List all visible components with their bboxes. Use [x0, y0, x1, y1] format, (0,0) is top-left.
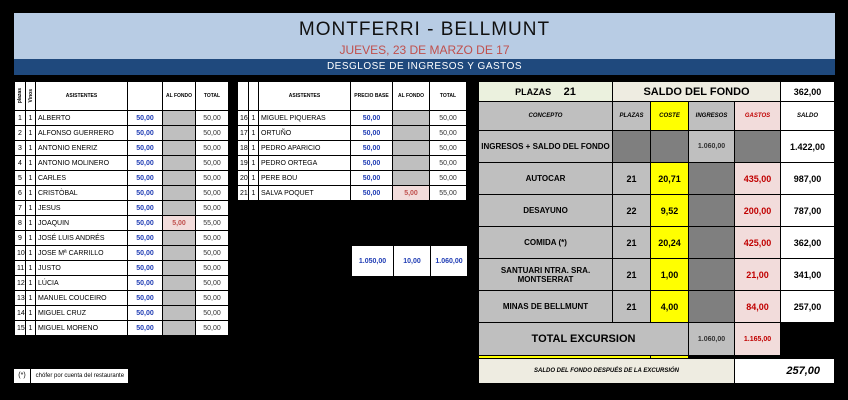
row-precio: 50,00: [128, 111, 163, 126]
row-precio: 50,00: [128, 321, 163, 336]
row-ingresos: [689, 259, 735, 291]
col-ingresos: INGRESOS: [689, 102, 735, 131]
row-precio: 50,00: [351, 111, 393, 126]
row-al-fondo: [163, 186, 196, 201]
row-plaza: 11: [15, 261, 26, 276]
row-vino: 1: [26, 291, 36, 306]
row-plaza: 10: [15, 246, 26, 261]
row-precio: 50,00: [128, 141, 163, 156]
attendees-table-left: [14, 81, 229, 336]
row-total: 50,00: [196, 246, 229, 261]
table-row: [479, 131, 835, 163]
row-saldo: 987,00: [781, 163, 835, 195]
row-asistente: ANTONIO ENERIZ: [36, 141, 128, 156]
row-asistente: JOSE Mª CARRILLO: [36, 246, 128, 261]
row-plaza: 17: [238, 126, 249, 141]
row-plazas: [613, 131, 651, 163]
row-plaza: 2: [15, 126, 26, 141]
row-plaza: 16: [238, 111, 249, 126]
row-al-fondo: 5,00: [163, 216, 196, 231]
row-plaza: 4: [15, 156, 26, 171]
row-concepto: MINAS DE BELLMUNT: [479, 291, 613, 323]
row-concepto: DESAYUNO: [479, 195, 613, 227]
table-row: [479, 291, 835, 323]
table-row: [479, 259, 835, 291]
row-coste: 1,00: [651, 259, 689, 291]
row-ingresos: [689, 195, 735, 227]
row-gastos: [735, 131, 781, 163]
row-al-fondo: [163, 321, 196, 336]
plazas-label: PLAZAS: [515, 86, 552, 97]
row-precio: 50,00: [351, 141, 393, 156]
row-plaza: 21: [238, 186, 249, 201]
header-total: TOTAL: [430, 82, 467, 111]
table-row: [15, 246, 229, 261]
row-total: 50,00: [196, 261, 229, 276]
row-total: 50,00: [196, 126, 229, 141]
table-row: [15, 171, 229, 186]
row-precio: 50,00: [128, 231, 163, 246]
table-row: [15, 111, 229, 126]
row-precio: 50,00: [128, 246, 163, 261]
row-vino: 1: [249, 156, 259, 171]
row-asistente: MIGUEL CRUZ: [36, 306, 128, 321]
row-coste: 20,71: [651, 163, 689, 195]
table-row: [15, 291, 229, 306]
row-precio: 50,00: [128, 126, 163, 141]
header-plazas: plazas: [15, 82, 26, 111]
table-row: [238, 111, 467, 126]
row-al-fondo: [163, 156, 196, 171]
header-al-fondo: AL FONDO: [163, 82, 196, 111]
table-row: [15, 186, 229, 201]
row-concepto: COMIDA (*): [479, 227, 613, 259]
row-precio: 50,00: [351, 156, 393, 171]
row-vino: 1: [26, 231, 36, 246]
table-row: [238, 126, 467, 141]
row-al-fondo: [163, 246, 196, 261]
row-precio: 50,00: [128, 261, 163, 276]
row-gastos: 21,00: [735, 259, 781, 291]
row-al-fondo: [393, 126, 430, 141]
row-asistente: CRISTÒBAL: [36, 186, 128, 201]
row-vino: 1: [26, 141, 36, 156]
row-al-fondo: [163, 171, 196, 186]
row-saldo: 787,00: [781, 195, 835, 227]
row-asistente: ALFONSO GUERRERO: [36, 126, 128, 141]
col-plazas: PLAZAS: [613, 102, 651, 131]
row-ingresos: [689, 163, 735, 195]
row-plaza: 18: [238, 141, 249, 156]
row-plaza: 3: [15, 141, 26, 156]
row-total: 50,00: [196, 111, 229, 126]
row-plaza: 13: [15, 291, 26, 306]
row-total: 50,00: [196, 141, 229, 156]
final-saldo: [478, 358, 835, 384]
row-asistente: SALVA POQUET: [259, 186, 351, 201]
row-al-fondo: [163, 276, 196, 291]
table-row: [15, 126, 229, 141]
final-saldo-label: SALDO DEL FONDO DESPUÉS DE LA EXCURSIÓN: [479, 359, 735, 384]
row-vino: 1: [26, 111, 36, 126]
row-plaza: 8: [15, 216, 26, 231]
row-vino: 1: [26, 201, 36, 216]
row-al-fondo: 5,00: [393, 186, 430, 201]
row-plaza: 6: [15, 186, 26, 201]
row-al-fondo: [393, 141, 430, 156]
row-ingresos: 1.060,00: [689, 131, 735, 163]
row-plaza: 1: [15, 111, 26, 126]
row-precio: 50,00: [128, 276, 163, 291]
total-ingresos: 1.060,00: [689, 323, 735, 356]
header-total: TOTAL: [196, 82, 229, 111]
total-total: 1.060,00: [431, 246, 468, 277]
row-vino: 1: [249, 126, 259, 141]
page-title: MONTFERRI - BELLMUNT: [298, 19, 551, 40]
total-excursion-label: TOTAL EXCURSION: [479, 323, 689, 356]
row-vino: 1: [26, 306, 36, 321]
col-concepto: CONCEPTO: [479, 102, 613, 131]
plazas-value: 21: [563, 85, 576, 98]
row-al-fondo: [393, 156, 430, 171]
row-total: 50,00: [196, 201, 229, 216]
row-vino: 1: [249, 111, 259, 126]
row-total: 50,00: [196, 306, 229, 321]
table-row: [15, 231, 229, 246]
row-plaza: 20: [238, 171, 249, 186]
row-asistente: CARLES: [36, 171, 128, 186]
row-vino: 1: [26, 216, 36, 231]
header-vinos: Vinos: [26, 82, 36, 111]
footnote-text: chófer por cuenta del restaurante: [35, 373, 125, 379]
row-saldo: 257,00: [781, 291, 835, 323]
row-al-fondo: [163, 111, 196, 126]
col-gastos: GASTOS: [735, 102, 781, 131]
row-plaza: 15: [15, 321, 26, 336]
header-precio-base: PRECIO BASE: [351, 82, 393, 111]
row-total: 50,00: [196, 321, 229, 336]
row-asistente: JUSTO: [36, 261, 128, 276]
table-row: [479, 227, 835, 259]
row-coste: 4,00: [651, 291, 689, 323]
row-total: 50,00: [430, 126, 467, 141]
row-al-fondo: [163, 291, 196, 306]
row-total: 50,00: [196, 186, 229, 201]
row-al-fondo: [163, 261, 196, 276]
total-al-fondo: 10,00: [394, 246, 431, 277]
row-total: 55,00: [430, 186, 467, 201]
row-saldo: 362,00: [781, 227, 835, 259]
header-asistentes: ASISTENTES: [36, 82, 128, 111]
row-plaza: 12: [15, 276, 26, 291]
table-row: [15, 261, 229, 276]
table-row: [479, 163, 835, 195]
row-saldo: 1.422,00: [781, 131, 835, 163]
row-al-fondo: [393, 111, 430, 126]
total-precio-base: 1.050,00: [352, 246, 394, 277]
row-precio: 50,00: [128, 171, 163, 186]
row-vino: 1: [26, 321, 36, 336]
row-precio: 50,00: [128, 306, 163, 321]
row-vino: 1: [26, 246, 36, 261]
row-vino: 1: [249, 141, 259, 156]
row-coste: [651, 131, 689, 163]
final-saldo-value: 257,00: [735, 359, 835, 384]
row-total: 50,00: [430, 111, 467, 126]
row-saldo: 341,00: [781, 259, 835, 291]
header-asistentes: ASISTENTES: [259, 82, 351, 111]
row-ingresos: [689, 227, 735, 259]
row-total: 50,00: [430, 141, 467, 156]
row-vino: 1: [26, 156, 36, 171]
table-row: [15, 156, 229, 171]
row-coste: 9,52: [651, 195, 689, 227]
table-row: [238, 141, 467, 156]
row-asistente: PEDRO ORTEGA: [259, 156, 351, 171]
row-total: 50,00: [196, 156, 229, 171]
row-total: 50,00: [430, 171, 467, 186]
row-asistente: MIGUEL MORENO: [36, 321, 128, 336]
saldo-fondo-value: 362,00: [781, 82, 835, 102]
row-total: 50,00: [196, 231, 229, 246]
row-total: 50,00: [196, 291, 229, 306]
row-vino: 1: [26, 171, 36, 186]
row-concepto: SANTUARI NTRA. SRA. MONTSERRAT: [479, 259, 613, 291]
table-row: [238, 156, 467, 171]
row-vino: 1: [26, 186, 36, 201]
row-asistente: ALBERTO: [36, 111, 128, 126]
row-precio: 50,00: [351, 186, 393, 201]
table-row: [15, 276, 229, 291]
table-row: [15, 201, 229, 216]
row-precio: 50,00: [128, 201, 163, 216]
row-al-fondo: [163, 201, 196, 216]
summary-table: [478, 81, 835, 373]
row-plazas: 22: [613, 195, 651, 227]
event-date: JUEVES, 23 DE MARZO DE 17: [339, 43, 510, 57]
mid-totals: [351, 245, 468, 277]
row-gastos: 200,00: [735, 195, 781, 227]
row-total: 50,00: [430, 156, 467, 171]
row-total: 55,00: [196, 216, 229, 231]
col-coste: COSTE: [651, 102, 689, 131]
section-subtitle: DESGLOSE DE INGRESOS Y GASTOS: [14, 59, 835, 75]
row-precio: 50,00: [128, 186, 163, 201]
row-precio: 50,00: [351, 126, 393, 141]
row-asistente: PEDRO APARICIO: [259, 141, 351, 156]
row-asistente: JESUS: [36, 201, 128, 216]
row-precio: 50,00: [128, 216, 163, 231]
row-asistente: PERE BOU: [259, 171, 351, 186]
plazas-box: [479, 82, 613, 102]
row-asistente: ORTUÑO: [259, 126, 351, 141]
row-asistente: ANTONIO MOLINERO: [36, 156, 128, 171]
attendees-table-mid: [237, 81, 467, 201]
row-asistente: JOAQUIN: [36, 216, 128, 231]
row-asistente: JOSÉ LUIS ANDRÉS: [36, 231, 128, 246]
row-al-fondo: [163, 306, 196, 321]
row-vino: 1: [26, 261, 36, 276]
row-plazas: 21: [613, 291, 651, 323]
row-al-fondo: [163, 126, 196, 141]
row-concepto: AUTOCAR: [479, 163, 613, 195]
table-row: [15, 216, 229, 231]
row-asistente: LÚCIA: [36, 276, 128, 291]
row-gastos: 425,00: [735, 227, 781, 259]
row-vino: 1: [249, 171, 259, 186]
row-concepto: INGRESOS + SALDO DEL FONDO: [479, 131, 613, 163]
row-vino: 1: [249, 186, 259, 201]
row-coste: 20,24: [651, 227, 689, 259]
header-al-fondo: AL FONDO: [393, 82, 430, 111]
row-al-fondo: [393, 171, 430, 186]
table-row: [15, 141, 229, 156]
row-al-fondo: [163, 141, 196, 156]
header-precio: [128, 82, 163, 111]
table-row: [238, 186, 467, 201]
total-gastos: 1.165,00: [735, 323, 781, 356]
row-plaza: 14: [15, 306, 26, 321]
row-total: 50,00: [196, 171, 229, 186]
table-row: [15, 321, 229, 336]
footnote: [14, 369, 128, 383]
row-plaza: 5: [15, 171, 26, 186]
row-al-fondo: [163, 231, 196, 246]
row-asistente: MIGUEL PIQUERAS: [259, 111, 351, 126]
row-ingresos: [689, 291, 735, 323]
row-plaza: 7: [15, 201, 26, 216]
row-total: 50,00: [196, 276, 229, 291]
footnote-mark: (*): [14, 369, 31, 383]
row-precio: 50,00: [128, 291, 163, 306]
row-plazas: 21: [613, 259, 651, 291]
row-vino: 1: [26, 276, 36, 291]
table-row: [479, 195, 835, 227]
row-vino: 1: [26, 126, 36, 141]
row-gastos: 84,00: [735, 291, 781, 323]
table-row: [15, 306, 229, 321]
row-precio: 50,00: [128, 156, 163, 171]
row-plaza: 9: [15, 231, 26, 246]
row-gastos: 435,00: [735, 163, 781, 195]
row-plazas: 21: [613, 163, 651, 195]
col-saldo: SALDO: [781, 102, 835, 131]
row-precio: 50,00: [351, 171, 393, 186]
saldo-fondo-label: SALDO DEL FONDO: [613, 82, 781, 102]
row-plaza: 19: [238, 156, 249, 171]
table-row: [238, 171, 467, 186]
row-plazas: 21: [613, 227, 651, 259]
row-asistente: MANUEL COUCEIRO: [36, 291, 128, 306]
